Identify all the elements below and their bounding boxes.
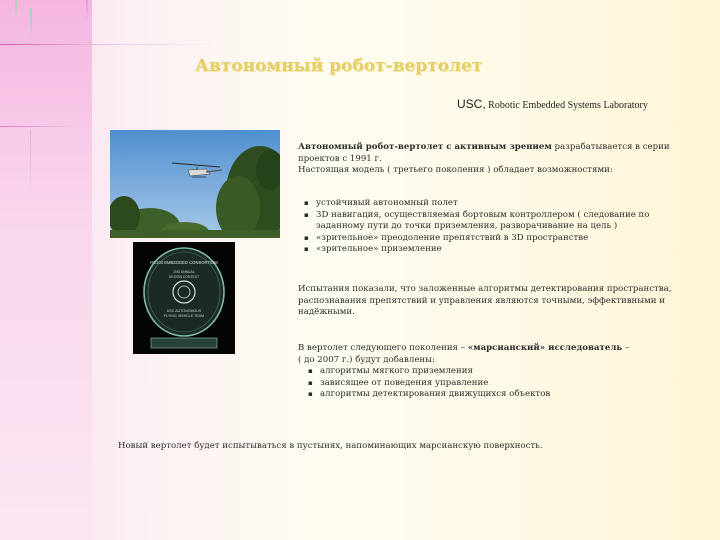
award-photo-graphic — [133, 242, 235, 354]
addition-item: ▪ алгоритмы мягкого приземления — [304, 366, 698, 378]
decorative-green-bar-2 — [30, 8, 32, 46]
intro-bold: Автономный робот-вертолет с активным зрением — [298, 142, 552, 152]
decorative-bar-lower — [30, 130, 31, 200]
capability-item: ▪ «зрительное» преодоление препятствий в 3D пространстве — [300, 233, 695, 245]
helicopter-photo — [110, 130, 280, 238]
helicopter-photo-graphic — [110, 130, 280, 238]
addition-item: ▪ зависящее от поведения управление — [304, 378, 698, 390]
award-banner-text: PC104 EMBEDDED CONSORTIUM — [150, 260, 218, 265]
next-gen-suffix: – — [622, 343, 630, 353]
capability-item: ▪ «зрительное» приземление — [300, 244, 695, 256]
award-line-2: DESIGN CONTEST — [168, 275, 200, 279]
decorative-pink-bar — [86, 0, 88, 20]
next-gen-paragraph — [298, 343, 698, 401]
capabilities-list — [300, 198, 695, 256]
lab-name: Robotic Embedded Systems Laboratory — [485, 100, 648, 111]
addition-item: ▪ алгоритмы детектирования движущихся объектов — [304, 389, 698, 401]
award-photo — [133, 242, 235, 354]
decorative-green-bar — [15, 0, 17, 22]
award-org-line-2: FLYING VEHICLE TEAM — [163, 314, 205, 318]
intro-rest: разрабатывается в серии проектов с 1991 г. — [298, 142, 670, 164]
tests-paragraph — [298, 284, 708, 319]
footer-text: Новый вертолет будет испытываться в пустынях, напоминающих марсианскую поверхность. — [118, 441, 543, 451]
top-decorative-line — [0, 44, 220, 45]
slide-title: Автономный робот-вертолет — [195, 56, 483, 76]
lower-decorative-line — [0, 126, 80, 127]
capability-item: ▪ 3D навигация, осуществляемая бортовым контроллером ( следование по заданному пути до точки приземления, разворачивание на цель ) — [300, 210, 695, 233]
next-gen-line — [298, 343, 698, 355]
lab-abbr: USC, — [457, 97, 486, 111]
lab-affiliation — [457, 97, 648, 111]
capability-item: ▪ устойчивый автономный полет — [300, 198, 695, 210]
tests-text: Испытания показали, что заложенные алгоритмы детектирования пространства, распознавания препятствий и управления являются точными, эффективными и надёжными. — [298, 284, 672, 318]
intro-paragraph — [298, 142, 688, 177]
next-gen-prefix: В вертолет следующего поколения – — [298, 343, 468, 353]
award-org-line-1: USC AUTONOMOUS — [166, 309, 202, 313]
next-gen-bold: «марсианский» исследователь — [467, 343, 623, 353]
left-decorative-band — [0, 0, 92, 540]
intro-line-2: Настоящая модель ( третьего поколения ) обладает возможностями: — [298, 165, 613, 176]
award-line-1: 2ND ANNUAL — [173, 270, 195, 274]
intro-line — [298, 142, 688, 165]
next-gen-line-2: ( до 2007 г.) будут добавлены: — [298, 354, 435, 365]
